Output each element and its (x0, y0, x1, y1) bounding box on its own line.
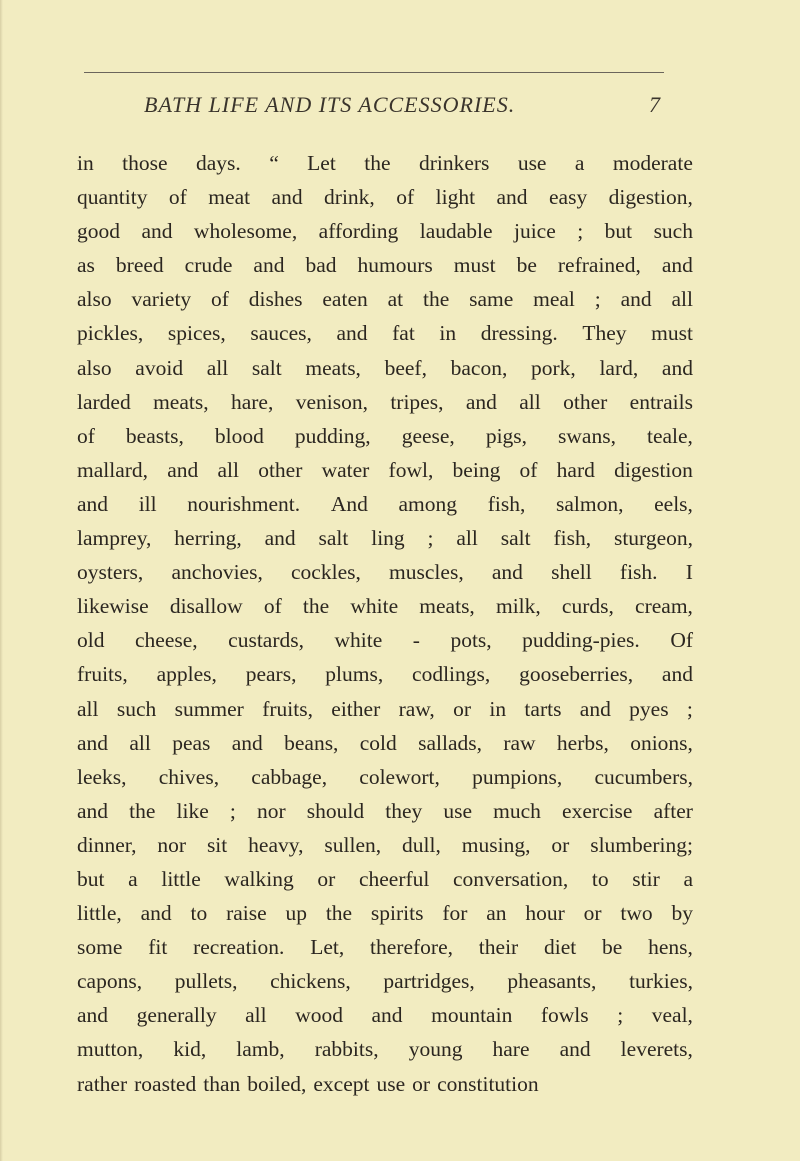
word: much (493, 798, 541, 823)
word: drink, (324, 185, 375, 210)
word: rabbits, (314, 1037, 379, 1062)
word: sit (206, 832, 228, 857)
word: days. (195, 151, 241, 175)
word: rather (77, 1071, 128, 1096)
word: of (211, 287, 229, 312)
word: mallard, (77, 457, 149, 482)
word: white (350, 594, 399, 619)
word: or (317, 866, 336, 891)
word: pears, (245, 662, 297, 687)
word: tripes, (390, 389, 444, 414)
word: cabbage, (251, 764, 328, 789)
word: of (396, 185, 415, 210)
word: ; (594, 287, 601, 312)
word: walking (224, 866, 294, 891)
word: to (591, 866, 609, 891)
word: fish, (487, 491, 526, 516)
word: ; (427, 526, 434, 551)
text-line (77, 248, 693, 282)
word: therefore, (370, 935, 453, 960)
word: dinner, (77, 832, 137, 857)
word: herring, (174, 526, 242, 551)
word: but (604, 219, 633, 244)
word: blood (214, 423, 264, 448)
word: mutton, (77, 1037, 144, 1062)
page-number: 7 (649, 92, 660, 117)
word: use (517, 151, 547, 175)
word: and (77, 730, 109, 755)
word: and (371, 1003, 403, 1028)
word: little, (77, 901, 122, 926)
word: tarts (524, 696, 562, 721)
word: should (306, 798, 365, 823)
word: for (442, 901, 468, 926)
text-line (77, 282, 693, 316)
word: and (77, 1003, 109, 1028)
word: but (77, 866, 105, 891)
word: disallow (169, 594, 243, 619)
word: lard, (599, 355, 639, 380)
word: use (376, 1071, 406, 1096)
word: cheerful (358, 866, 430, 891)
word: pigs, (485, 423, 528, 448)
word: juice (513, 219, 556, 244)
word: fat (392, 321, 415, 346)
word: young (408, 1037, 463, 1062)
word: water (321, 457, 370, 482)
word: I (685, 560, 693, 585)
word: nourishment. (187, 491, 301, 516)
word: other (563, 389, 608, 414)
text-line (77, 930, 693, 964)
word: kid, (173, 1037, 207, 1062)
word: little (161, 866, 201, 891)
word: Of (670, 628, 693, 653)
word: in (439, 321, 457, 346)
word: as (77, 253, 95, 278)
text-line (77, 760, 693, 794)
word: custards, (228, 628, 304, 653)
word: ; (617, 1003, 624, 1028)
word: anchovies, (171, 560, 263, 585)
word: cold (359, 730, 397, 755)
word: chives, (158, 764, 220, 789)
word: heavy, (248, 832, 304, 857)
text-line (77, 862, 693, 896)
word: in (77, 151, 94, 175)
word: Let (307, 151, 336, 175)
word: or (583, 901, 602, 926)
word: beasts, (125, 423, 184, 448)
word: good (77, 219, 120, 244)
word: white (334, 628, 383, 653)
text-line (77, 1067, 693, 1101)
word: summer (174, 696, 244, 721)
word: cream, (635, 594, 693, 619)
word: like (176, 798, 209, 823)
word: other (258, 457, 303, 482)
word: likewise (77, 594, 149, 619)
text-line (77, 964, 693, 998)
word: up (285, 901, 307, 926)
word: leeks, (77, 764, 127, 789)
word: the (325, 901, 353, 926)
word: easy (549, 185, 588, 210)
word: curds, (561, 594, 614, 619)
word: of (519, 457, 538, 482)
word: also (77, 287, 112, 312)
word: and (496, 185, 528, 210)
word: pork, (531, 355, 576, 380)
word: stir (632, 866, 660, 891)
word: such (653, 219, 693, 244)
word: and (253, 253, 285, 278)
word: - (412, 628, 420, 653)
word: two (620, 901, 653, 926)
word: and (231, 730, 263, 755)
word: light (435, 185, 476, 210)
word: partridges, (383, 969, 475, 994)
word: being (452, 457, 501, 482)
word: beef, (384, 355, 427, 380)
word: digestion (614, 457, 693, 482)
word: turkies, (629, 969, 693, 994)
word: sullen, (324, 832, 382, 857)
word: fruits, (262, 696, 313, 721)
text-line (77, 316, 693, 350)
word: moderate (612, 151, 693, 175)
word: dull, (402, 832, 441, 857)
word: all (217, 457, 239, 482)
word: mountain (431, 1003, 513, 1028)
word: among (398, 491, 458, 516)
word: humours (357, 253, 433, 278)
word: shell (551, 560, 592, 585)
word: old (77, 628, 105, 653)
word: fowl, (388, 457, 434, 482)
word: nor (157, 832, 187, 857)
word: fish, (553, 526, 592, 551)
word: ; (577, 219, 584, 244)
word: eels, (654, 491, 693, 516)
word: pheasants, (507, 969, 597, 994)
word: than (203, 1071, 241, 1096)
word: fruits, (77, 662, 128, 687)
word: pudding, (294, 423, 371, 448)
word: veal, (651, 1003, 693, 1028)
word: must (651, 321, 693, 346)
word: Let, (310, 935, 345, 960)
word: oysters, (77, 560, 144, 585)
word: and (579, 696, 611, 721)
word: cheese, (134, 628, 198, 653)
word: use (443, 798, 473, 823)
word: “ (269, 151, 279, 175)
word: hard (556, 457, 595, 482)
text-line (77, 214, 693, 248)
word: the (364, 151, 391, 175)
text-line (77, 146, 693, 180)
word: beans, (284, 730, 339, 755)
word: swans, (558, 423, 616, 448)
word: all (456, 526, 478, 551)
word: the (422, 287, 450, 312)
word: and (661, 253, 693, 278)
text-line (77, 351, 693, 385)
word: or (453, 696, 472, 721)
word: same (469, 287, 514, 312)
word: affording (318, 219, 399, 244)
word: raw (503, 730, 536, 755)
word: onions, (630, 730, 693, 755)
text-line (77, 521, 693, 555)
word: gooseberries, (519, 662, 634, 687)
word: lamprey, (77, 526, 152, 551)
word: and (271, 185, 303, 210)
word: all (129, 730, 151, 755)
word: all (245, 1003, 267, 1028)
word: crude (184, 253, 233, 278)
word: and (465, 389, 497, 414)
word: hare, (230, 389, 274, 414)
text-line (77, 623, 693, 657)
word: also (77, 355, 112, 380)
word: salt (500, 526, 531, 551)
word: and (167, 457, 199, 482)
word: an (486, 901, 507, 926)
word: And (330, 491, 368, 516)
word: sallads, (418, 730, 483, 755)
word: except (313, 1071, 370, 1096)
word: slumbering; (590, 832, 693, 857)
text-line (77, 896, 693, 930)
word: by (671, 901, 693, 926)
word: spirits (370, 901, 424, 926)
word: such (116, 696, 157, 721)
word: salmon, (555, 491, 624, 516)
word: salt (318, 526, 349, 551)
word: muscles, (389, 560, 464, 585)
word: all (671, 287, 693, 312)
word: constitution (437, 1071, 539, 1096)
page-edge (0, 0, 3, 1161)
word: and (264, 526, 296, 551)
word: and (77, 798, 109, 823)
text-line (77, 385, 693, 419)
word: musing, (461, 832, 531, 857)
word: fish. (619, 560, 658, 585)
word: chickens, (270, 969, 351, 994)
word: a (128, 866, 138, 891)
word: raw, (398, 696, 435, 721)
word: or (412, 1071, 431, 1096)
word: drinkers (418, 151, 490, 175)
word: capons, (77, 969, 143, 994)
word: and (336, 321, 368, 346)
text-line (77, 555, 693, 589)
word: wood (295, 1003, 343, 1028)
word: lamb, (236, 1037, 285, 1062)
word: They (582, 321, 627, 346)
word: ; (229, 798, 236, 823)
word: colewort, (359, 764, 440, 789)
word: nor (257, 798, 286, 823)
word: plums, (325, 662, 384, 687)
word: dressing. (480, 321, 558, 346)
word: larded (77, 389, 131, 414)
body-text (77, 146, 693, 1101)
word: ; (686, 696, 693, 721)
word: and (140, 901, 172, 926)
word: digestion, (608, 185, 693, 210)
word: they (385, 798, 423, 823)
word: and (491, 560, 523, 585)
word: pudding-pies. (522, 628, 640, 653)
word: pumpions, (472, 764, 563, 789)
word: all (519, 389, 541, 414)
word: pyes (629, 696, 669, 721)
word: cockles, (291, 560, 361, 585)
word: all (77, 696, 99, 721)
word: the (302, 594, 330, 619)
word: ill (138, 491, 157, 516)
word: their (478, 935, 519, 960)
word: apples, (156, 662, 217, 687)
word: those (122, 151, 168, 175)
word: peas (172, 730, 211, 755)
word: a (683, 866, 693, 891)
word: sturgeon, (613, 526, 693, 551)
text-line (77, 487, 693, 521)
word: roasted (134, 1071, 197, 1096)
word: after (653, 798, 693, 823)
word: meats, (305, 355, 361, 380)
word: herbs, (556, 730, 609, 755)
word: pullets, (174, 969, 238, 994)
word: salt (251, 355, 282, 380)
word: at (387, 287, 404, 312)
header-rule (84, 72, 664, 73)
word: in (489, 696, 507, 721)
word: refrained, (557, 253, 641, 278)
word: and (661, 355, 693, 380)
text-line (77, 180, 693, 214)
running-head: BATH LIFE AND ITS ACCESSORIES. (144, 92, 516, 117)
word: and (661, 662, 693, 687)
word: geese, (401, 423, 455, 448)
word: conversation, (453, 866, 569, 891)
word: recreation. (193, 935, 285, 960)
word: be (516, 253, 537, 278)
word: hare (492, 1037, 530, 1062)
word: be (602, 935, 623, 960)
word: dishes (248, 287, 303, 312)
word: milk, (495, 594, 541, 619)
text-line (77, 998, 693, 1032)
word: exercise (562, 798, 633, 823)
word: pickles, (77, 321, 144, 346)
word: the (129, 798, 156, 823)
text-line (77, 419, 693, 453)
text-line (77, 453, 693, 487)
word: variety (131, 287, 192, 312)
word: hens, (648, 935, 693, 960)
word: fowls (540, 1003, 589, 1028)
word: of (263, 594, 282, 619)
word: meats, (419, 594, 475, 619)
word: sauces, (250, 321, 312, 346)
text-line (77, 794, 693, 828)
word: ling (371, 526, 405, 551)
word: eaten (322, 287, 368, 312)
word: and (559, 1037, 591, 1062)
word: spices, (167, 321, 226, 346)
text-line (77, 589, 693, 623)
word: diet (544, 935, 577, 960)
word: venison, (295, 389, 368, 414)
word: bad (305, 253, 337, 278)
word: raise (226, 901, 267, 926)
text-line (77, 657, 693, 691)
word: meal (533, 287, 575, 312)
word: bacon, (450, 355, 508, 380)
word: to (190, 901, 208, 926)
word: and (141, 219, 173, 244)
word: and (77, 491, 109, 516)
word: boiled, (247, 1071, 307, 1096)
word: either (331, 696, 381, 721)
word: cucumbers, (594, 764, 693, 789)
word: codlings, (412, 662, 491, 687)
word: meats, (153, 389, 209, 414)
word: hour (525, 901, 565, 926)
word: breed (115, 253, 164, 278)
word: or (551, 832, 570, 857)
word: avoid (135, 355, 184, 380)
word: of (168, 185, 187, 210)
word: laudable (419, 219, 493, 244)
word: of (77, 423, 95, 448)
word: generally (136, 1003, 217, 1028)
word: all (206, 355, 229, 380)
word: fit (148, 935, 168, 960)
word: a (574, 151, 585, 175)
word: and (620, 287, 652, 312)
word: quantity (77, 185, 148, 210)
word: teale, (646, 423, 693, 448)
word: must (453, 253, 496, 278)
word: some (77, 935, 123, 960)
word: meat (208, 185, 251, 210)
word: wholesome, (193, 219, 298, 244)
word: pots, (450, 628, 492, 653)
text-line (77, 828, 693, 862)
text-line (77, 1032, 693, 1066)
word: entrails (629, 389, 693, 414)
text-line (77, 726, 693, 760)
text-line (77, 692, 693, 726)
word: leverets, (620, 1037, 693, 1062)
